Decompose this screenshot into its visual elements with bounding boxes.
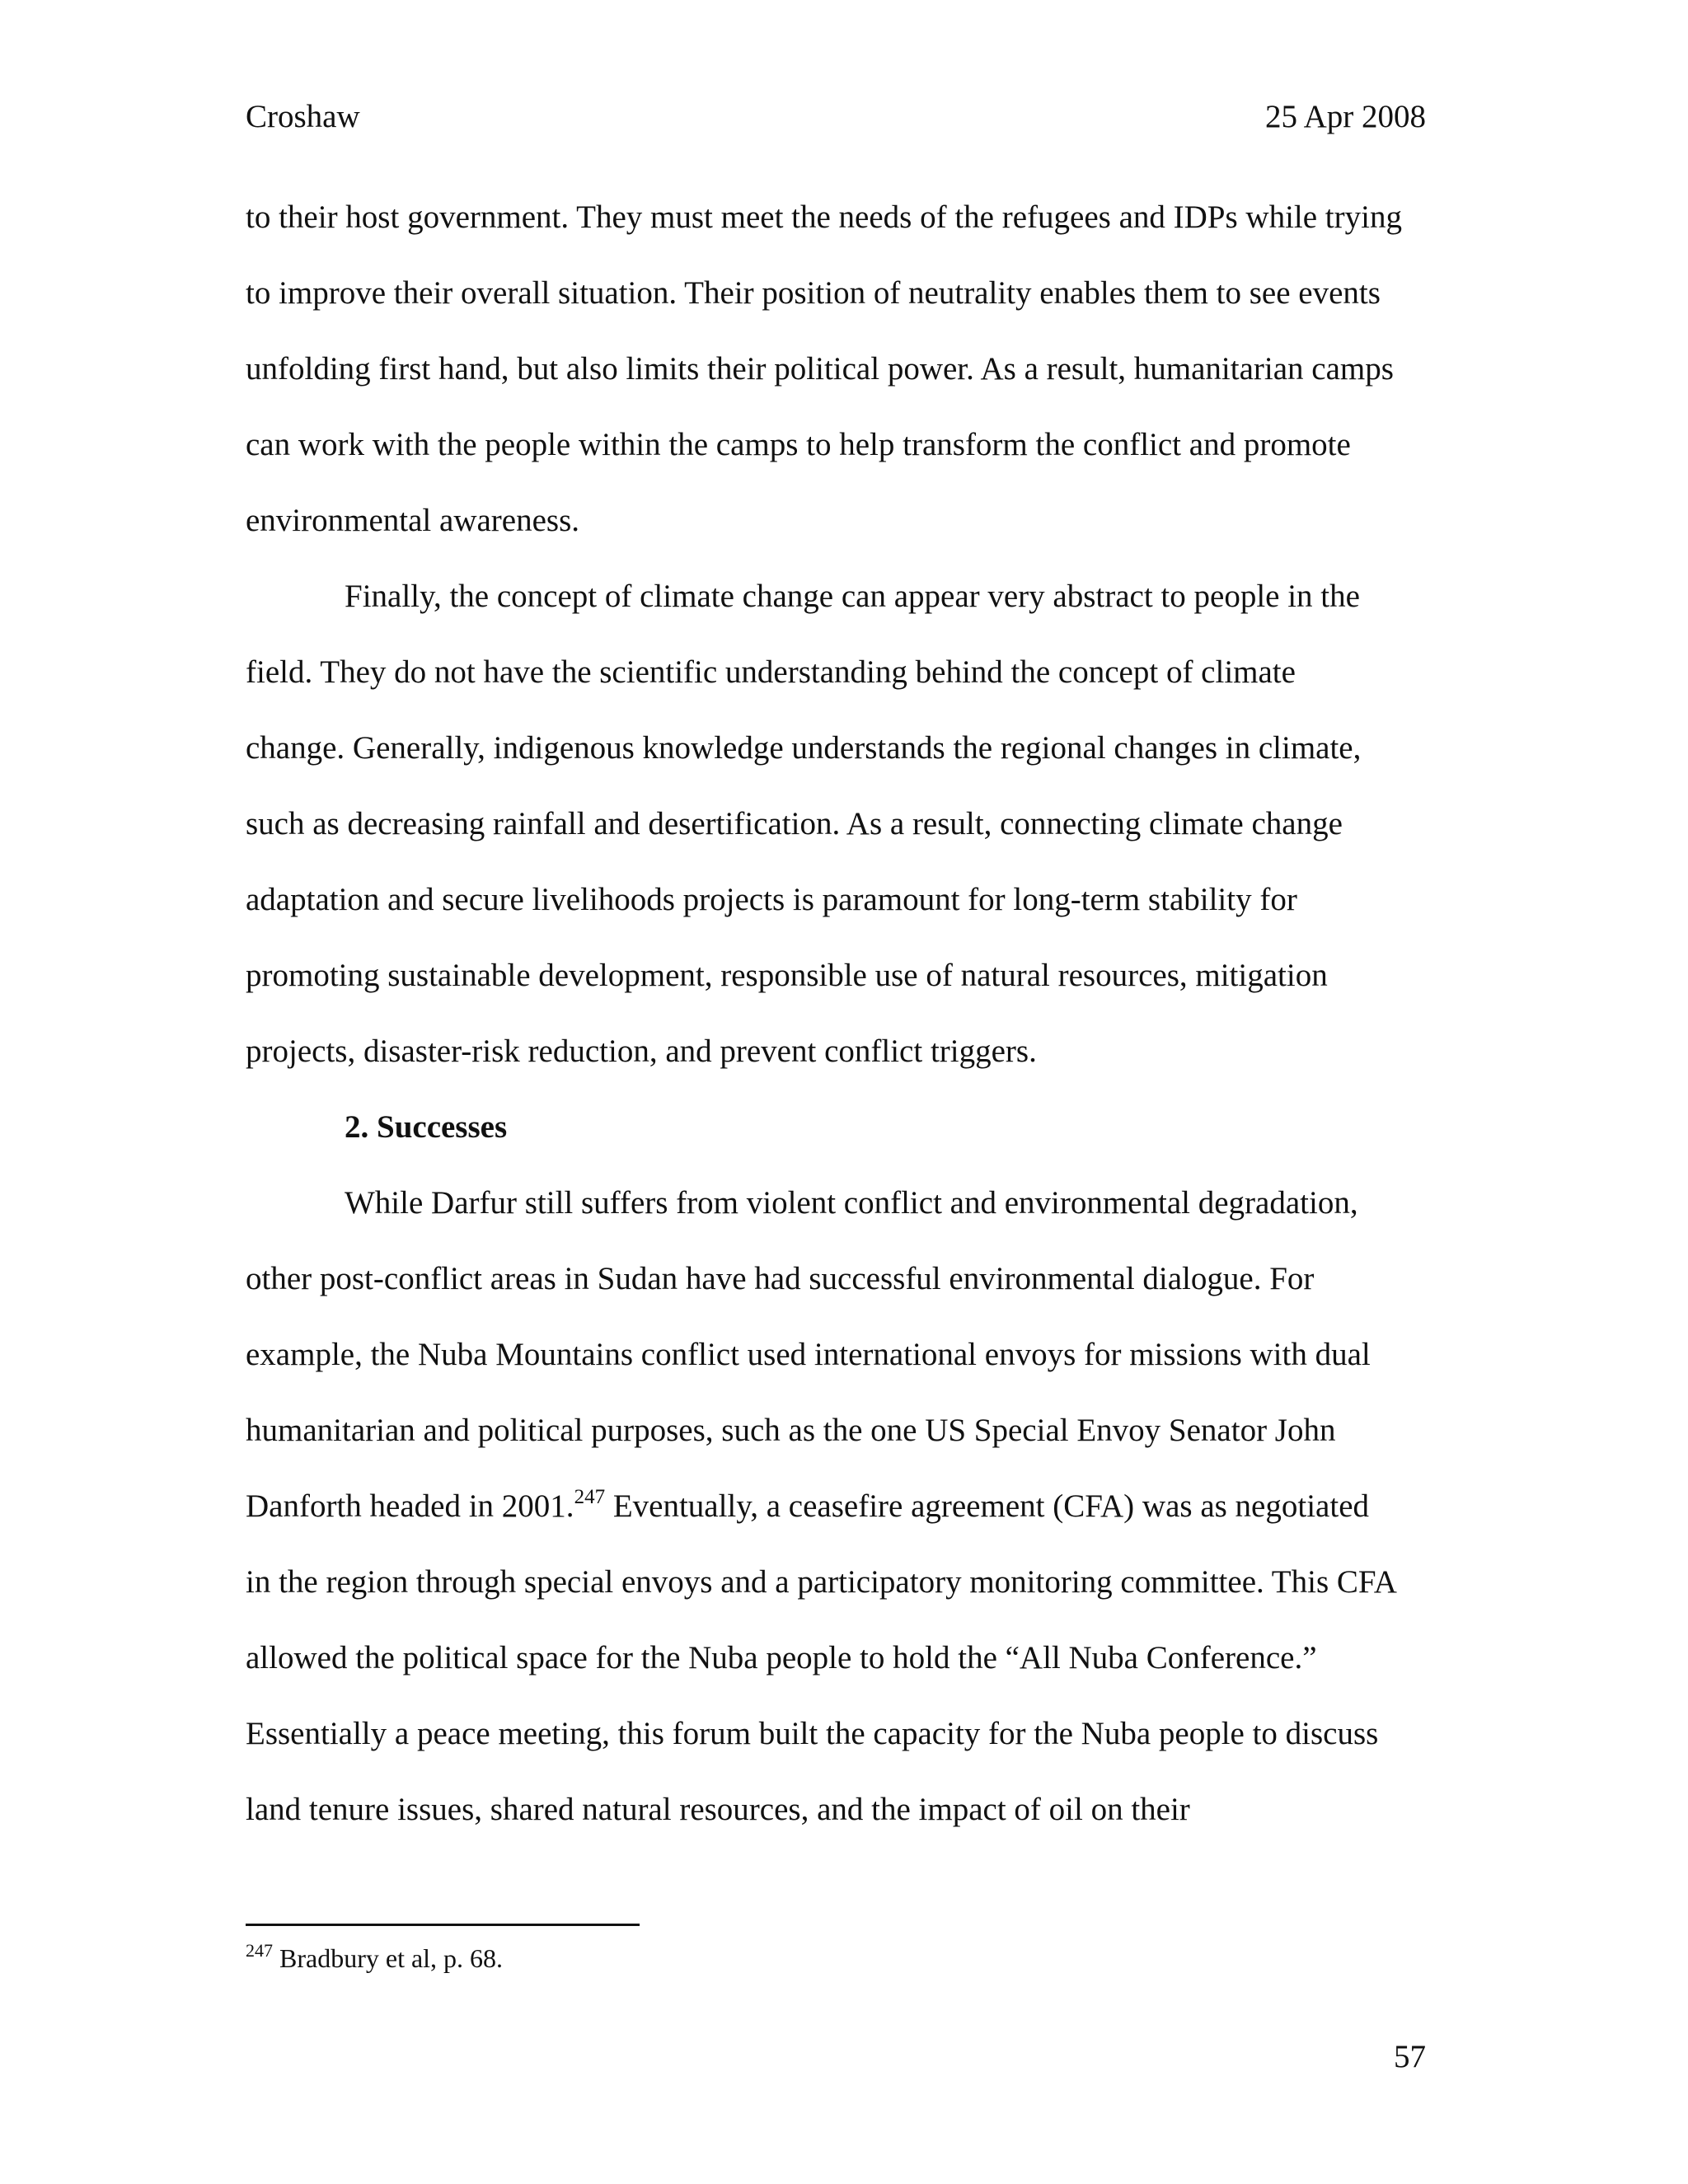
header-date: 25 Apr 2008 xyxy=(1265,99,1426,134)
body-line: While Darfur still suffers from violent conflict and environmental degradation, xyxy=(345,1185,1358,1221)
body-line: Essentially a peace meeting, this forum built the capacity for the Nuba people to discuss xyxy=(246,1716,1379,1751)
body-line: environmental awareness. xyxy=(246,503,580,538)
body-line: other post-conflict areas in Sudan have had successful environmental dialogue. For xyxy=(246,1261,1315,1296)
body-line: to improve their overall situation. Their position of neutrality enables them to see events xyxy=(246,275,1381,311)
body-line: land tenure issues, shared natural resources, and the impact of oil on their xyxy=(246,1792,1190,1827)
body-line: promoting sustainable development, responsible use of natural resources, mitigation xyxy=(246,958,1328,993)
body-line: to their host government. They must meet the needs of the refugees and IDPs while trying xyxy=(246,199,1402,235)
body-line: adaptation and secure livelihoods projects is paramount for long-term stability for xyxy=(246,882,1297,917)
running-header xyxy=(246,92,1426,142)
body-line: humanitarian and political purposes, such as the one US Special Envoy Senator John xyxy=(246,1413,1336,1448)
body-text xyxy=(246,193,1429,1861)
footnote-text: Bradbury et al, p. 68. xyxy=(273,1943,504,1973)
footnote-number: 247 xyxy=(246,1940,273,1961)
header-author: Croshaw xyxy=(246,99,360,134)
body-line: unfolding first hand, but also limits their political power. As a result, humanitarian camps xyxy=(246,351,1394,387)
body-line: allowed the political space for the Nuba people to hold the “All Nuba Conference.” xyxy=(246,1640,1317,1675)
body-line: such as decreasing rainfall and desertification. As a result, connecting climate change xyxy=(246,806,1343,841)
footnote-separator xyxy=(246,1924,640,1926)
body-line: in the region through special envoys and a participatory monitoring committee. This CFA xyxy=(246,1564,1397,1600)
body-line: example, the Nuba Mountains conflict used international envoys for missions with dual xyxy=(246,1337,1371,1372)
body-line xyxy=(246,1482,1429,1558)
body-line: change. Generally, indigenous knowledge understands the regional changes in climate, xyxy=(246,730,1362,766)
footnote xyxy=(246,1938,503,1981)
footnote-reference[interactable]: 247 xyxy=(574,1486,606,1508)
body-line: field. They do not have the scientific understanding behind the concept of climate xyxy=(246,654,1296,690)
body-line: projects, disaster-risk reduction, and prevent conflict triggers. xyxy=(246,1033,1037,1069)
page-number: 57 xyxy=(1394,2039,1426,2074)
body-line: can work with the people within the camps to help transform the conflict and promote xyxy=(246,427,1351,462)
section-heading: 2. Successes xyxy=(345,1109,508,1145)
body-line-segment: Danforth headed in 2001. xyxy=(246,1488,574,1524)
body-line-segment: Eventually, a ceasefire agreement (CFA) was as negotiated xyxy=(605,1488,1369,1524)
body-line: Finally, the concept of climate change can appear very abstract to people in the xyxy=(345,579,1360,614)
